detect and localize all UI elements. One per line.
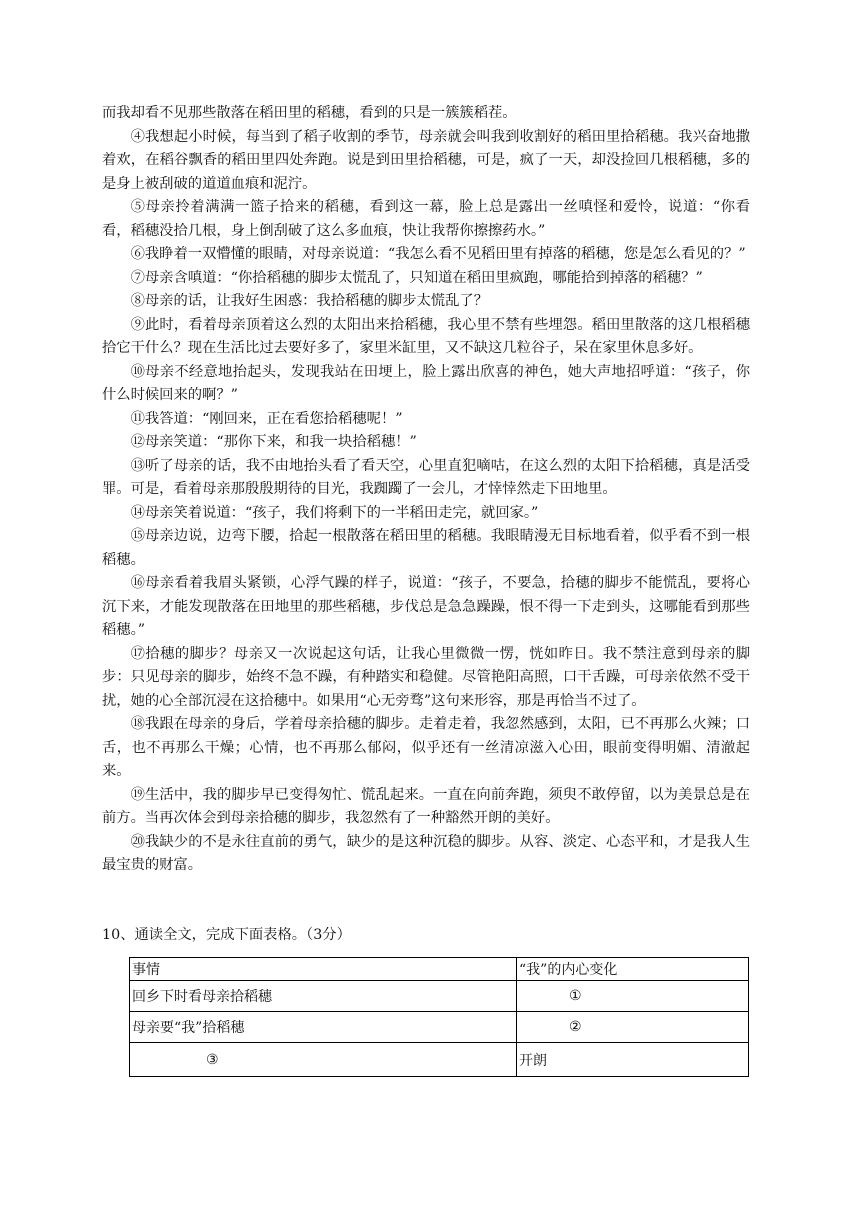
header-cell-feeling: “我”的内心变化: [517, 958, 749, 981]
paragraph-7: ⑦母亲含嗔道：“你拾稻穗的脚步太慌乱了，只知道在稻田里疯跑，哪能拾到掉落的稻穗？”: [130, 269, 703, 286]
cell-event: 回乡下时看母亲拾稻穗: [130, 981, 517, 1012]
paragraph-6: ⑥我睁着一双懵懂的眼睛，对母亲说道：“我怎么看不见稻田里有掉落的稻穗，您是怎么看见的？”: [130, 246, 746, 262]
paragraph-5: ⑤母亲拎着满满一篮子拾来的稻穗，看到这一幕，脸上总是露出一丝嗔怪和爱怜，说道：“你看看，稻穗没拾几根，身上倒刮破了这么多血痕，快让我帮你擦擦药水。”: [102, 199, 750, 239]
blank-cell-3[interactable]: ③: [130, 1043, 517, 1077]
header-cell-event: 事情: [130, 958, 517, 981]
paragraph-12: ⑫母亲笑道：“那你下来，和我一块拾稻穗！”: [130, 434, 417, 450]
blank-cell-2[interactable]: ②: [517, 1012, 749, 1043]
table-row: [130, 1043, 749, 1077]
paragraph-14: ⑭母亲笑着说道：“孩子，我们将剩下的一半稻田走完，就回家。”: [130, 504, 539, 521]
paragraph-16: ⑯母亲看着我眉头紧锁，心浮气躁的样子，说道：“孩子，不要急，拾穗的脚步不能慌乱，要将心沉下来，才能发现散落在田地里的那些稻穗，步伐总是急急躁躁，恨不得一下走到头，这哪能看到那些稻穗。”: [102, 575, 750, 638]
paragraph-18: ⑱我跟在母亲的身后，学着母亲拾穗的脚步。走着走着，我忽然感到，太阳，已不再那么火辣；口舌，也不再那么干燥；心情，也不再那么郁闷，似乎还有一丝清凉滋入心田，眼前变得明媚、清澈起来。: [102, 716, 750, 779]
paragraph-17: ⑰拾穗的脚步？母亲又一次说起这句话，让我心里微微一愣，恍如昨日。我不禁注意到母亲的脚步：只见母亲的脚步，始终不急不躁，有种踏实和稳健。尽管艳阳高照，口干舌躁，可母亲依然不受干扰，她的心全部沉浸在这拾穗中。如果用“心无旁骛”这句来形容，那是再恰当不过了。: [102, 645, 750, 709]
cell-event: 母亲要“我”拾稻穗: [130, 1012, 517, 1043]
paragraph-9: ⑨此时，看着母亲顶着这么烈的太阳出来拾稻穗，我心里不禁有些埋怨。稻田里散落的这几根稻穗拾它干什么？现在生活比过去要好多了，家里米缸里，又不缺这几粒谷子，呆在家里休息多好。: [102, 316, 750, 356]
table-header-row: [130, 958, 749, 981]
paragraph-continued: 而我却看不见那些散落在稻田里的稻穗，看到的只是一簇簇稻茬。: [102, 105, 517, 121]
paragraph-19: ⑲生活中，我的脚步早已变得匆忙、慌乱起来。一直在向前奔跑，须臾不敢停留，以为美景总是在前方。当再次体会到母亲拾穗的脚步，我忽然有了一种豁然开朗的美好。: [102, 786, 750, 826]
answer-table: [129, 957, 749, 1077]
question-10: 10、通读全文，完成下面表格。（3分）: [102, 927, 351, 943]
paragraph-15: ⑮母亲边说，边弯下腰，拾起一根散落在稻田里的稻穗。我眼睛漫无目标地看着，似乎看不到一根稻穗。: [102, 528, 750, 568]
table-row: [130, 981, 749, 1012]
paragraph-11: ⑪我答道：“刚回来，正在看您拾稻穗呢！”: [130, 410, 403, 427]
cell-feeling: 开朗: [517, 1043, 749, 1077]
article-body: [102, 102, 750, 878]
paragraph-20: ⑳我缺少的不是永往直前的勇气，缺少的是这种沉稳的脚步。从容、淡定、心态平和，才是我人生最宝贵的财富。: [102, 833, 750, 873]
table-row: [130, 1012, 749, 1043]
paragraph-10: ⑩母亲不经意地抬起头，发现我站在田埂上，脸上露出欣喜的神色，她大声地招呼道：“孩子，你什么时候回来的啊？”: [102, 363, 750, 403]
paragraph-8: ⑧母亲的话，让我好生困惑：我拾稻穗的脚步太慌乱了？: [130, 293, 489, 309]
blank-cell-1[interactable]: ①: [517, 981, 749, 1012]
paragraph-13: ⑬听了母亲的话，我不由地抬头看了看天空，心里直犯嘀咕，在这么烈的太阳下拾稻穗，真是活受罪。可是，看着母亲那殷殷期待的目光，我踟躅了一会儿，才悻悻然走下田地里。: [102, 457, 750, 497]
paragraph-4: ④我想起小时候，每当到了稻子收割的季节，母亲就会叫我到收割好的稻田里拾稻穗。我兴奋地撒着欢，在稻谷飘香的稻田里四处奔跑。说是到田里拾稻穗，可是，疯了一天，却没捡回几根稻穗，多的是身上被刮破的道道血痕和泥泞。: [102, 128, 750, 192]
